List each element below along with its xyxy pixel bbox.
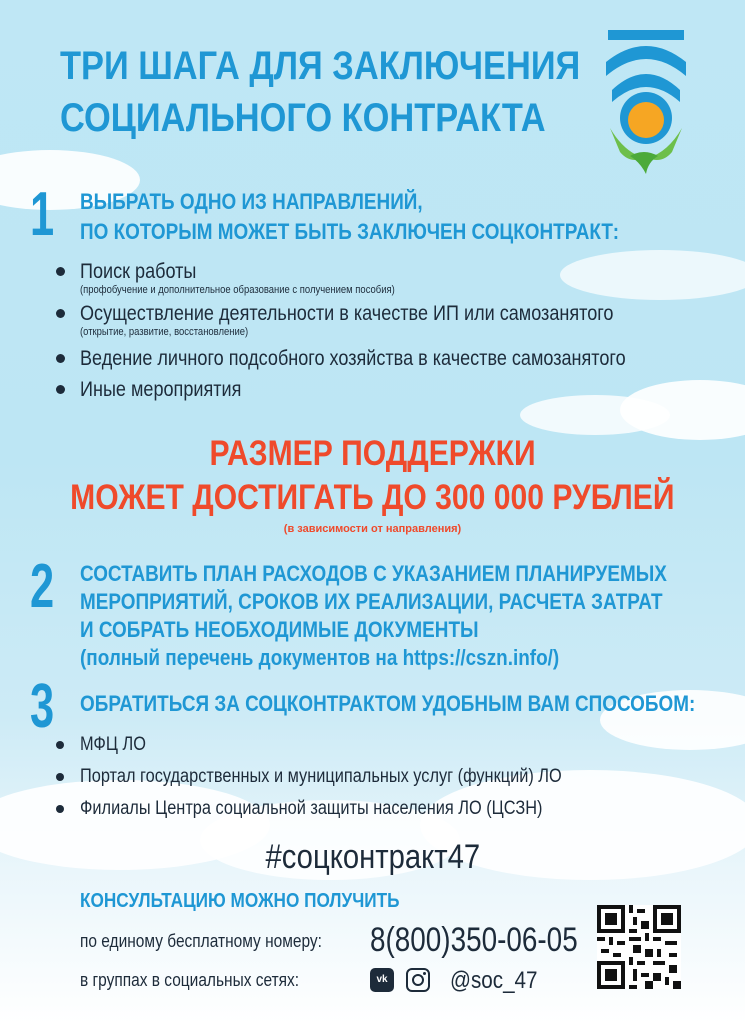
list-item-label: Иные мероприятия	[80, 378, 242, 401]
consult-heading: КОНСУЛЬТАЦИЮ МОЖНО ПОЛУЧИТЬ	[80, 890, 400, 912]
title-line-1: ТРИ ШАГА ДЛЯ ЗАКЛЮЧЕНИЯ	[60, 44, 581, 88]
bullet-icon	[56, 385, 65, 394]
step-3-number: 3	[30, 672, 55, 741]
phone-label: по единому бесплатному номеру:	[80, 931, 322, 951]
step-1-line-1: ВЫБРАТЬ ОДНО ИЗ НАПРАВЛЕНИЙ,	[80, 189, 423, 214]
list-item	[52, 732, 732, 764]
list-item	[52, 764, 732, 796]
bullet-icon	[56, 805, 64, 813]
step-1-line-2: ПО КОТОРЫМ МОЖЕТ БЫТЬ ЗАКЛЮЧЕН СОЦКОНТРАКТ:	[80, 219, 619, 244]
social-handle[interactable]: @soc_47	[450, 967, 538, 994]
step-2-number: 2	[30, 552, 55, 621]
page-title	[60, 40, 581, 144]
list-item-label: МФЦ ЛО	[80, 734, 146, 755]
support-note: (в зависимости от направления)	[283, 523, 462, 535]
support-amount	[0, 432, 745, 536]
qr-code-icon[interactable]	[597, 905, 681, 989]
support-line-2: МОЖЕТ ДОСТИГАТЬ ДО 300 000 РУБЛЕЙ	[70, 478, 675, 517]
sun-dove-logo-icon	[600, 28, 690, 178]
step-2-line-2: МЕРОПРИЯТИЙ, СРОКОВ ИХ РЕАЛИЗАЦИИ, РАСЧЕТА ЗАТРАТ	[80, 589, 663, 614]
instagram-icon[interactable]	[406, 968, 430, 992]
list-item-label: Ведение личного подсобного хозяйства в качестве самозанятого	[80, 347, 626, 370]
bullet-icon	[56, 354, 65, 363]
list-item-note: (открытие, развитие, восстановление)	[80, 326, 249, 338]
title-line-2: СОЦИАЛЬНОГО КОНТРАКТА	[60, 96, 546, 140]
vk-icon[interactable]: vk	[370, 968, 394, 992]
support-line-1: РАЗМЕР ПОДДЕРЖКИ	[209, 434, 536, 473]
list-item	[52, 796, 732, 828]
step-2-line-3: И СОБРАТЬ НЕОБХОДИМЫЕ ДОКУМЕНТЫ	[80, 617, 479, 642]
step-1-list	[52, 258, 732, 407]
list-item-label: Поиск работы	[80, 260, 197, 283]
bullet-icon	[56, 741, 64, 749]
hashtag-text: #соцконтракт47	[265, 838, 480, 876]
social-label: в группах в социальных сетях:	[80, 970, 300, 990]
step-3-line-1: ОБРАТИТЬСЯ ЗА СОЦКОНТРАКТОМ УДОБНЫМ ВАМ СПОСОБОМ:	[80, 691, 696, 716]
bullet-icon	[56, 773, 64, 781]
phone-number[interactable]: 8(800)350-06-05	[370, 921, 578, 959]
hashtag	[0, 836, 745, 878]
step-2-line-1: СОСТАВИТЬ ПЛАН РАСХОДОВ С УКАЗАНИЕМ ПЛАНИРУЕМЫХ	[80, 561, 667, 586]
list-item-note: (профобучение и дополнительное образование с получением пособия)	[80, 284, 395, 296]
step-2-link-line[interactable]: (полный перечень документов на https://cszn.info/)	[80, 645, 560, 670]
step-3-list	[52, 732, 732, 828]
list-item	[52, 258, 732, 297]
list-item-label: Осуществление деятельности в качестве ИП или самозанятого	[80, 302, 614, 325]
list-item-label: Портал государственных и муниципальных услуг (функций) ЛО	[80, 766, 562, 787]
bullet-icon	[56, 267, 65, 276]
list-item-label: Филиалы Центра социальной защиты населения ЛО (ЦСЗН)	[80, 798, 543, 819]
step-1-number: 1	[30, 180, 55, 249]
list-item	[52, 376, 732, 404]
bullet-icon	[56, 309, 65, 318]
list-item	[52, 345, 732, 373]
list-item	[52, 300, 732, 339]
